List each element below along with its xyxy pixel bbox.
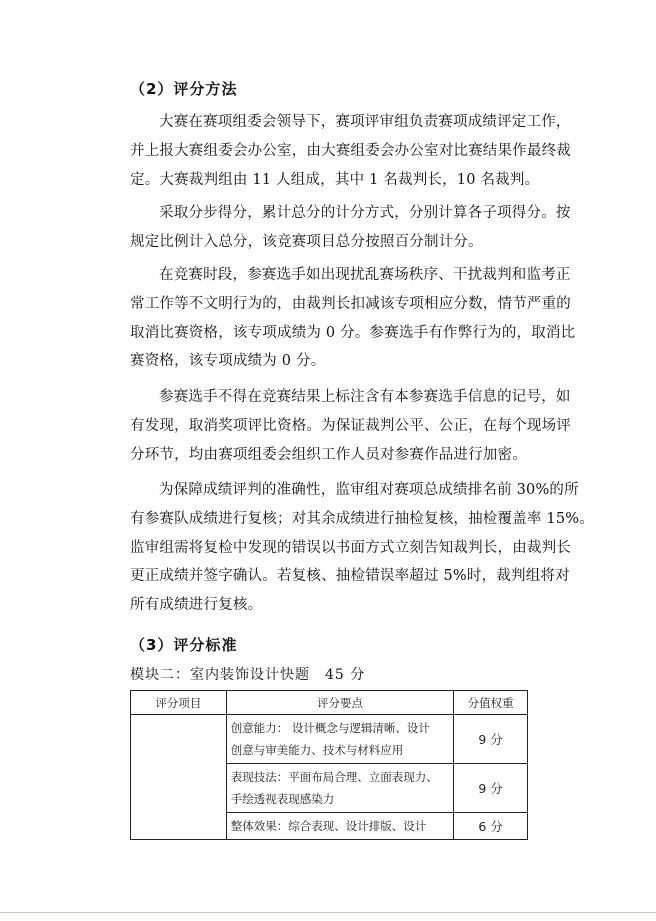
paragraph-2: [130, 199, 571, 257]
scoring-points-line: 表现技法：平面布局合理、立面表现力、: [230, 770, 438, 784]
section-heading-scoring-method: （2）评分方法: [130, 80, 238, 98]
paragraph-5: [130, 476, 594, 620]
paragraph-line: 有参赛队成绩进行复核；对其余成绩进行抽检复核，抽检覆盖率 15%。: [130, 510, 594, 527]
paragraph-3: [130, 261, 576, 376]
scoring-points-cell: [226, 813, 453, 840]
paragraph-line: 定。大赛裁判组由 11 人组成，其中 1 名裁判长，10 名裁判。: [130, 171, 540, 188]
paragraph-line: 规定比例计入总分，该竞赛项目总分按照百分制计分。: [130, 233, 483, 250]
table-row: [131, 715, 528, 764]
paragraph-line: 为保障成绩评判的准确性，监审组对赛项总成绩排名前 30%的所: [159, 482, 579, 498]
scoring-points-cell: [226, 764, 453, 813]
paragraph-line: 常工作等不文明行为的，由裁判长扣减该专项相应分数，情节严重的: [130, 295, 571, 312]
paragraph-line: 所有成绩进行复核。: [130, 597, 263, 614]
section-heading-scoring-criteria: （3）评分标准: [130, 636, 238, 654]
scoring-points-line: 创意能力： 设计概念与逻辑清晰、设计: [230, 721, 430, 735]
paragraph-line: 参赛选手不得在竞赛结果上标注含有本参赛选手信息的记号，如: [159, 389, 571, 405]
scoring-points-line: 整体效果：综合表现、设计排版、设计: [230, 819, 427, 833]
paragraph-line: 有发现，取消奖项评比资格。为保证裁判公平、公正，在每个现场评: [130, 417, 571, 434]
scoring-table: [130, 690, 528, 840]
header-scoring-points: 评分要点: [226, 691, 453, 715]
paragraph-line: 取消比赛资格，该专项成绩为 0 分。参赛选手有作弊行为的，取消比: [130, 324, 576, 341]
weight-cell: 9 分: [454, 764, 528, 813]
paragraph-line: 采取分步得分，累计总分的计分方式，分别计算各子项得分。按: [159, 205, 571, 221]
header-weight: 分值权重: [454, 691, 528, 715]
paragraph-line: 并上报大赛组委会办公室，由大赛组委会办公室对比赛结果作最终裁: [130, 142, 571, 159]
table-header-row: [131, 691, 528, 715]
scoring-points-line: 手绘透视表现感染力: [230, 792, 335, 806]
scoring-points-line: 创意与审美能力、技术与材料应用: [230, 743, 404, 757]
weight-cell: 6 分: [454, 813, 528, 840]
scoring-points-cell: [226, 715, 453, 764]
page-bottom-divider: [0, 912, 656, 913]
table-caption: 模块二：室内装饰设计快题 45 分: [130, 667, 366, 683]
scoring-item-cell: [131, 715, 227, 840]
paragraph-line: 更正成绩并签字确认。若复核、抽检错误率超过 5%时，裁判组将对: [130, 568, 570, 585]
weight-cell: 9 分: [454, 715, 528, 764]
paragraph-line: 在竞赛时段，参赛选手如出现扰乱赛场秩序、干扰裁判和监考正: [159, 267, 571, 283]
paragraph-line: 监审组需将复检中发现的错误以书面方式立刻告知裁判长，由裁判长: [130, 539, 571, 556]
paragraph-line: 赛资格，该专项成绩为 0 分。: [130, 353, 326, 370]
paragraph-4: [130, 383, 571, 469]
paragraph-1: [130, 108, 571, 194]
paragraph-line: 分环节，均由赛项组委会组织工作人员对参赛作品进行加密。: [130, 446, 527, 463]
paragraph-line: 大赛在赛项组委会领导下，赛项评审组负责赛项成绩评定工作，: [159, 114, 571, 130]
header-scoring-item: 评分项目: [131, 691, 227, 715]
